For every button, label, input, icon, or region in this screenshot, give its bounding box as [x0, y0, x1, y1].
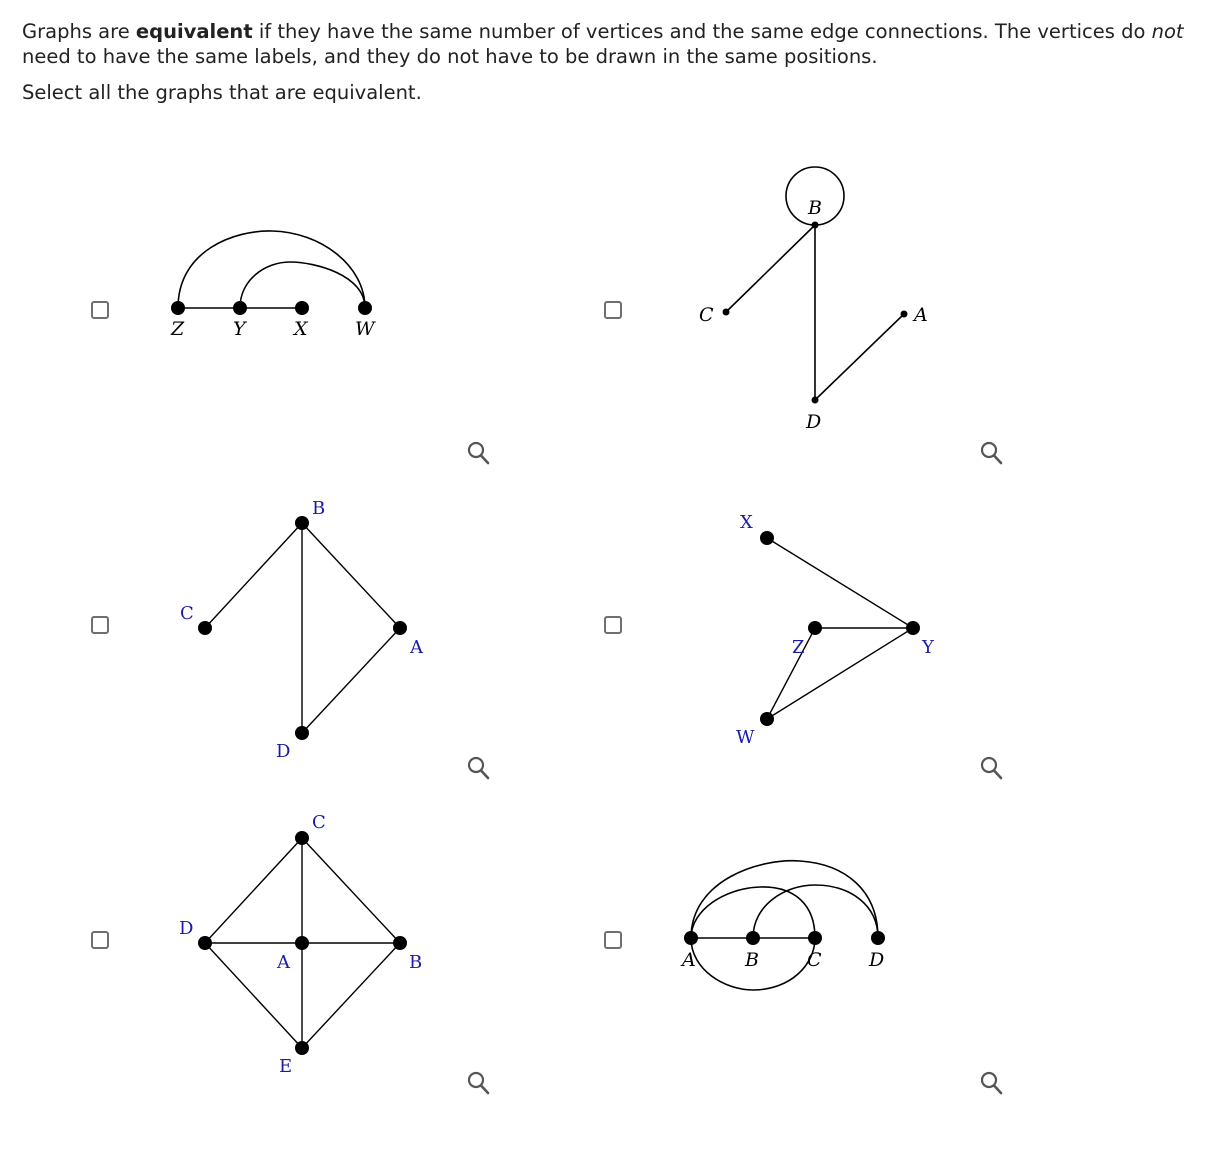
label-a: A	[914, 304, 928, 326]
prompt-text-1: Graphs are	[22, 20, 136, 43]
label-a: A	[277, 952, 290, 973]
vertex-c	[808, 931, 822, 945]
vertex-a	[901, 311, 908, 318]
edge-a-d	[302, 628, 400, 733]
option-5-graph	[198, 831, 407, 1055]
vertex-x	[295, 301, 309, 315]
edge-z-w	[767, 628, 815, 719]
edge-d-a	[815, 314, 904, 400]
edge-z-w	[178, 231, 365, 308]
label-b: B	[409, 952, 423, 973]
vertex-c	[295, 831, 309, 845]
label-d: D	[276, 741, 291, 762]
label-d: D	[179, 918, 194, 939]
option-3-graph	[198, 516, 407, 740]
label-x: X	[294, 318, 308, 340]
option-1-labels	[170, 318, 376, 340]
prompt-text-3: need to have the same labels, and they do not have to be drawn in the same positions.	[22, 45, 878, 68]
prompt-bold: equivalent	[135, 20, 253, 43]
vertex-w	[358, 301, 372, 315]
label-b: B	[312, 498, 326, 519]
label-c: C	[312, 812, 326, 833]
edge-c-b	[302, 838, 400, 943]
label-a: A	[410, 637, 423, 658]
vertex-b	[295, 516, 309, 530]
vertex-d	[198, 936, 212, 950]
vertex-y	[233, 301, 247, 315]
vertex-a	[684, 931, 698, 945]
label-w: W	[355, 318, 375, 340]
vertex-x	[760, 531, 774, 545]
label-e: E	[279, 1056, 293, 1077]
label-z: Z	[792, 637, 805, 658]
label-z: Z	[171, 318, 185, 340]
option-1-graph	[171, 231, 372, 315]
edge-c-b	[726, 225, 815, 312]
edge-b-d	[753, 885, 878, 938]
prompt-italic: not	[1151, 20, 1184, 43]
option-4-graph	[760, 531, 920, 726]
label-d: D	[806, 411, 822, 433]
label-c: C	[180, 603, 194, 624]
label-c: C	[699, 304, 714, 326]
vertex-b	[812, 222, 819, 229]
vertex-b	[393, 936, 407, 950]
vertex-a	[393, 621, 407, 635]
option-3-zoom-icon[interactable]	[466, 755, 492, 783]
vertex-b	[746, 931, 760, 945]
label-w: W	[736, 727, 755, 748]
vertex-c	[723, 309, 730, 316]
vertex-d	[812, 397, 819, 404]
option-4-zoom-icon[interactable]	[979, 755, 1005, 783]
vertex-e	[295, 1041, 309, 1055]
option-2-zoom-icon[interactable]	[979, 440, 1005, 468]
prompt-text-2: if they have the same number of vertices and the same edge connections. The vertices do	[252, 20, 1152, 43]
label-b: B	[745, 949, 759, 971]
label-y: Y	[922, 637, 934, 658]
option-1-zoom-icon[interactable]	[466, 440, 492, 468]
vertex-z	[171, 301, 185, 315]
vertex-w	[760, 712, 774, 726]
vertex-d	[295, 726, 309, 740]
edge-b-a	[302, 523, 400, 628]
vertex-d	[871, 931, 885, 945]
edge-x-y	[767, 538, 913, 628]
edge-c-b	[205, 523, 302, 628]
edge-b-e	[302, 943, 400, 1048]
option-5-zoom-icon[interactable]	[466, 1070, 492, 1098]
vertex-y	[906, 621, 920, 635]
label-d: D	[869, 949, 885, 971]
option-6-labels	[680, 949, 884, 971]
edge-a-d	[691, 861, 878, 938]
vertex-z	[808, 621, 822, 635]
option-6-zoom-icon[interactable]	[979, 1070, 1005, 1098]
vertex-a	[295, 936, 309, 950]
label-a: A	[682, 949, 696, 971]
label-b: B	[808, 197, 822, 219]
vertex-c	[198, 621, 212, 635]
option-6-graph	[684, 861, 885, 990]
edge-y-w	[767, 628, 913, 719]
label-c: C	[807, 949, 822, 971]
question-instruction: Select all the graphs that are equivalent.	[22, 81, 422, 104]
label-x: X	[740, 512, 753, 533]
edge-c-d	[205, 838, 302, 943]
label-y: Y	[233, 318, 246, 340]
